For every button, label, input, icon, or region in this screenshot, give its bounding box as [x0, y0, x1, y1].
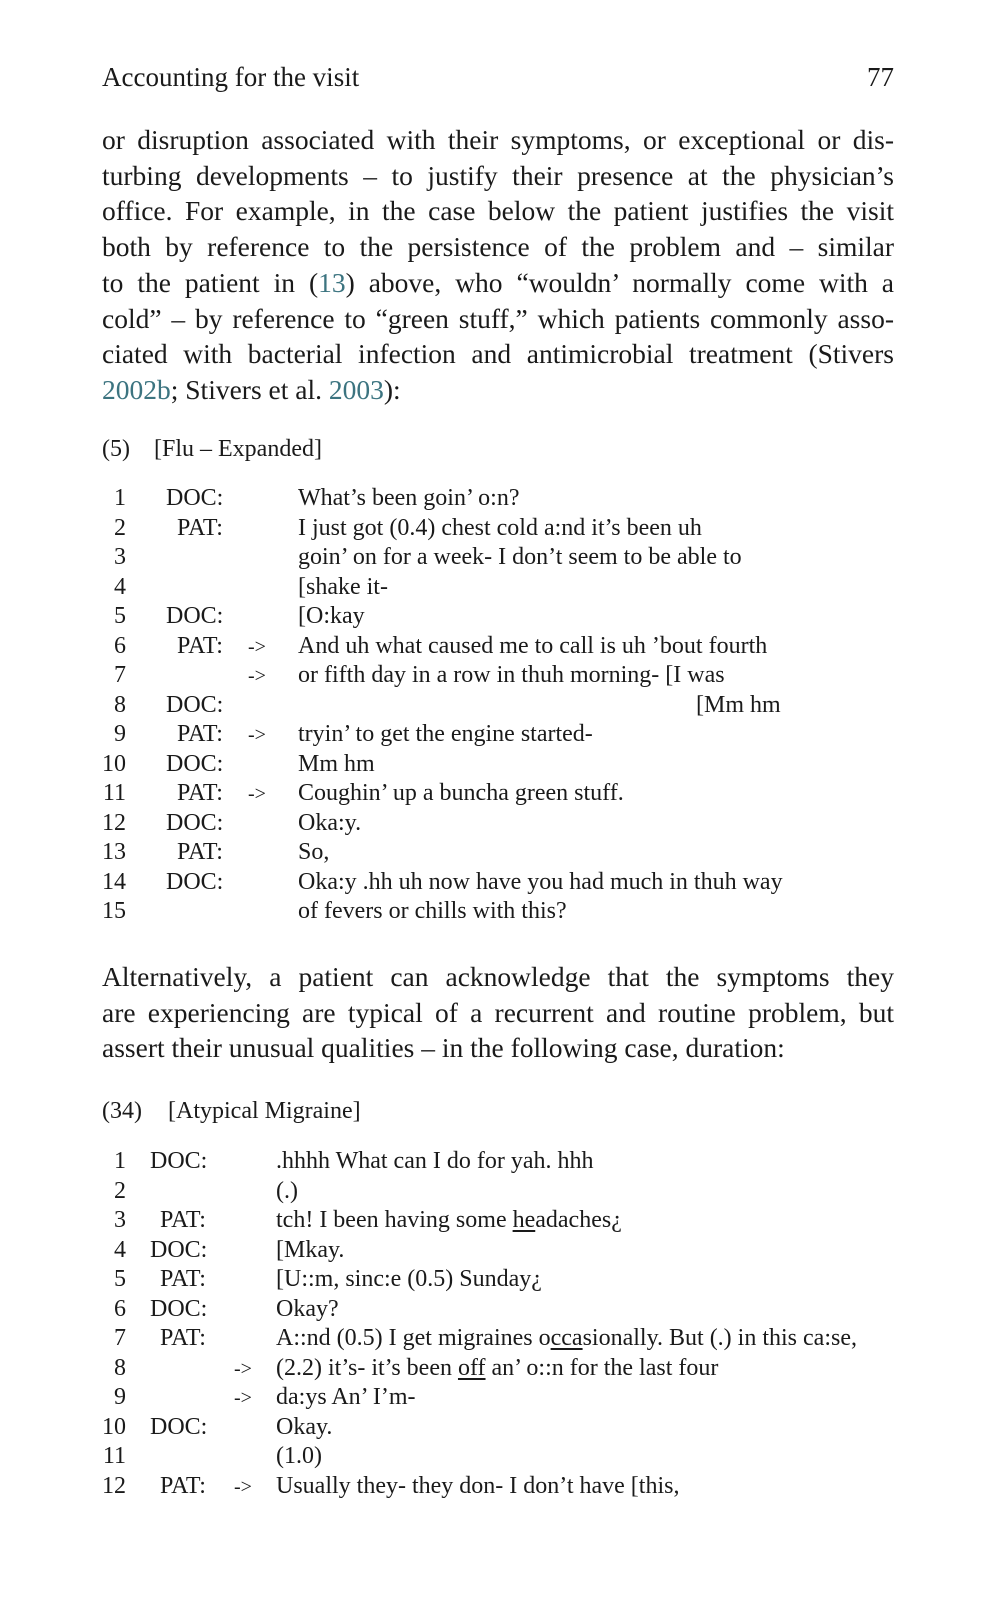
line-number: 5: [114, 1266, 126, 1292]
line-number: 4: [114, 573, 126, 600]
text-line: assert their unusual qualities – in the following case, duration:: [102, 1032, 785, 1064]
running-title: Accounting for the visit: [102, 62, 360, 92]
utterance-text: (1.0): [276, 1443, 322, 1469]
utterance-text: What’s been goin’ o:n?: [298, 485, 520, 511]
line-number: 1: [114, 485, 126, 511]
citation-link[interactable]: 13: [318, 266, 346, 298]
utterance-text: [U::m, sinc:e (0.5) Sunday¿: [276, 1266, 542, 1292]
line-number: 5: [114, 603, 126, 629]
speaker-label: DOC:: [166, 691, 224, 718]
line-number: 12: [102, 1472, 126, 1499]
utterance-text: or fifth day in a row in thuh morning- [I was: [298, 662, 725, 688]
utterance-text: A::nd (0.5) I get migraines occasionally. But (.) in this ca:se,: [276, 1325, 857, 1351]
text-line: to the patient in (13) above, who “wouldn’ normally come with a: [102, 266, 894, 298]
speaker-label: DOC:: [166, 485, 224, 511]
speaker-label: PAT:: [160, 1266, 206, 1292]
line-number: 3: [114, 1207, 126, 1233]
utterance-text: tch! I been having some headaches¿: [276, 1207, 622, 1233]
line-number: 13: [102, 839, 126, 865]
line-number: 15: [102, 898, 126, 924]
line-number: 11: [102, 1443, 126, 1469]
speaker-label: DOC:: [166, 603, 224, 629]
utterance-text: [Mm hm: [696, 691, 781, 718]
line-number: 3: [114, 544, 126, 570]
arrow-marker: ->: [248, 635, 266, 658]
line-number: 10: [102, 1413, 126, 1440]
speaker-label: DOC:: [150, 1295, 208, 1322]
arrow-marker: ->: [248, 724, 266, 746]
utterance-text: tryin’ to get the engine started-: [298, 721, 593, 747]
utterance-text: Okay?: [276, 1295, 339, 1322]
text-line: turbing developments – to justify their presence at the physician’s: [102, 159, 894, 191]
example-34-heading: [102, 1098, 361, 1125]
speaker-label: PAT:: [177, 514, 223, 541]
arrow-marker: ->: [234, 1475, 252, 1498]
text-line: both by reference to the persistence of the problem and – similar: [102, 231, 894, 263]
arrow-marker: ->: [234, 1387, 252, 1409]
line-number: 2: [114, 514, 126, 541]
line-number: 14: [102, 868, 126, 895]
speaker-label: PAT:: [160, 1472, 206, 1499]
utterance-text: da:ys An’ I’m-: [276, 1384, 416, 1410]
utterance-text: So,: [298, 839, 330, 865]
utterance-text: goin’ on for a week- I don’t seem to be able to: [298, 544, 742, 570]
text-line: 2002b; Stivers et al. 2003):: [102, 373, 401, 405]
arrow-marker: ->: [248, 665, 266, 687]
utterance-text: (.): [276, 1177, 298, 1204]
line-number: 7: [114, 1325, 126, 1351]
speaker-label: PAT:: [160, 1325, 206, 1351]
example-number: (5): [102, 436, 130, 462]
text-line: or disruption associated with their symptoms, or exceptional or dis-: [102, 124, 894, 155]
line-number: 7: [114, 662, 126, 688]
example-number: (34): [102, 1098, 142, 1124]
line-number: 12: [102, 809, 126, 836]
utterance-text: Coughin’ up a buncha green stuff.: [298, 780, 624, 806]
text-line: office. For example, in the case below the patient justifies the visit: [102, 195, 894, 227]
utterance-text: Oka:y.: [298, 809, 362, 836]
example-5-heading: [102, 436, 322, 463]
line-number: 6: [114, 632, 126, 659]
speaker-label: PAT:: [177, 632, 223, 659]
utterance-text: Usually they- they don- I don’t have [this,: [276, 1472, 680, 1499]
example-title: [Flu – Expanded]: [154, 436, 322, 462]
utterance-text: [Mkay.: [276, 1236, 345, 1263]
utterance-text: [O:kay: [298, 603, 365, 629]
citation-link[interactable]: 2003: [328, 373, 384, 405]
utterance-text: .hhhh What can I do for yah. hhh: [276, 1148, 594, 1174]
speaker-label: DOC:: [150, 1148, 208, 1174]
utterance-text: of fevers or chills with this?: [298, 898, 567, 924]
line-number: 6: [114, 1295, 126, 1322]
paragraph-2: [102, 959, 894, 1066]
line-number: 4: [114, 1236, 126, 1263]
line-number: 10: [102, 750, 126, 777]
citation-link[interactable]: 2002b: [102, 373, 171, 405]
speaker-label: DOC:: [166, 750, 224, 777]
utterance-text: Oka:y .hh uh now have you had much in thuh way: [298, 868, 783, 895]
speaker-label: PAT:: [177, 721, 223, 747]
text-line: cold” – by reference to “green stuff,” which patients commonly asso-: [102, 302, 894, 334]
text-line: ciated with bacterial infection and antimicrobial treatment (Stivers: [102, 338, 894, 370]
speaker-label: DOC:: [150, 1236, 208, 1263]
text-line: Alternatively, a patient can acknowledge that the symptoms they: [102, 961, 894, 992]
line-number: 2: [114, 1177, 126, 1204]
arrow-marker: ->: [248, 783, 266, 805]
page-header: [102, 62, 894, 98]
line-number: 9: [114, 721, 126, 747]
utterance-text: Mm hm: [298, 750, 375, 777]
speaker-label: PAT:: [160, 1207, 206, 1233]
utterance-text: [shake it-: [298, 573, 388, 600]
speaker-label: PAT:: [177, 839, 223, 865]
line-number: 8: [114, 691, 126, 718]
utterance-text: (2.2) it’s- it’s been off an’ o::n for the last four: [276, 1354, 719, 1381]
line-number: 11: [102, 780, 126, 806]
speaker-label: PAT:: [177, 780, 223, 806]
speaker-label: DOC:: [166, 868, 224, 895]
line-number: 8: [114, 1354, 126, 1381]
utterance-text: And uh what caused me to call is uh ’bout fourth: [298, 632, 768, 659]
speaker-label: DOC:: [150, 1413, 208, 1440]
text-line: are experiencing are typical of a recurrent and routine problem, but: [102, 996, 894, 1028]
example-title: [Atypical Migraine]: [168, 1098, 361, 1124]
utterance-text: I just got (0.4) chest cold a:nd it’s been uh: [298, 514, 702, 541]
line-number: 9: [114, 1384, 126, 1410]
utterance-text: Okay.: [276, 1413, 333, 1440]
line-number: 1: [114, 1148, 126, 1174]
speaker-label: DOC:: [166, 809, 224, 836]
paragraph-1: [102, 122, 894, 408]
page-number: 77: [867, 62, 894, 92]
arrow-marker: ->: [234, 1357, 252, 1380]
